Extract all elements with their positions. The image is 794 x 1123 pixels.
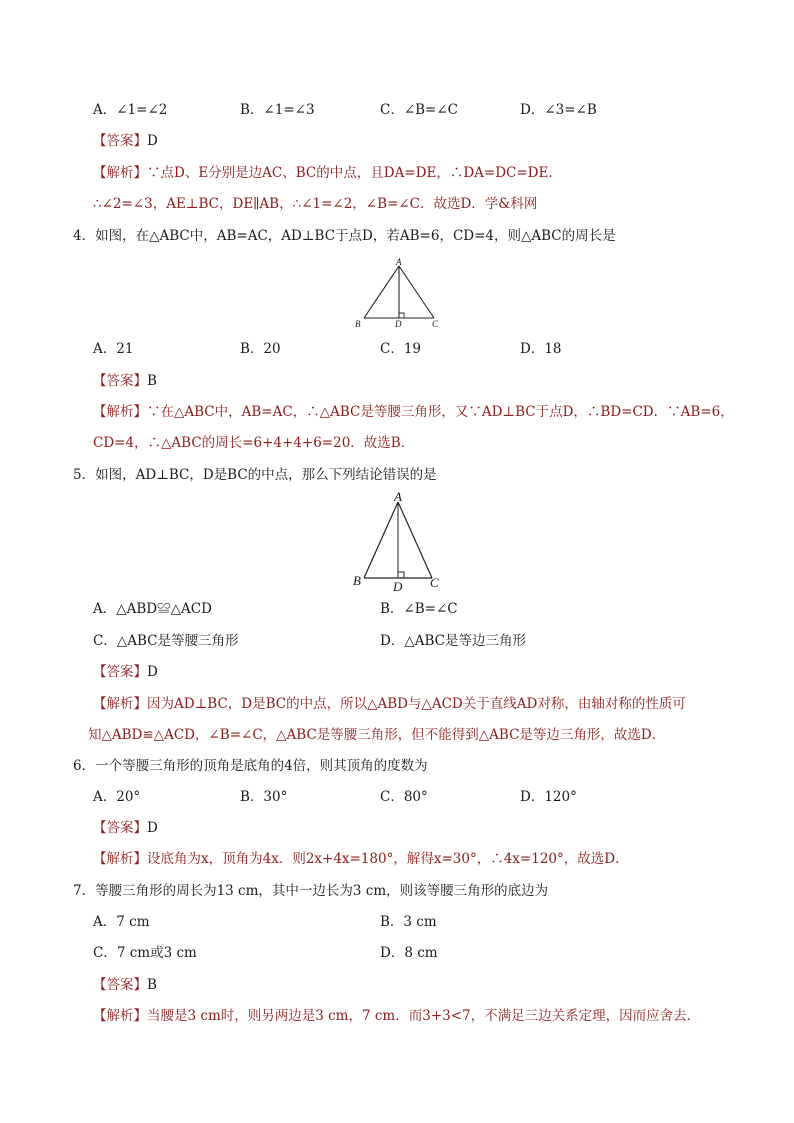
q3-answer [93, 132, 158, 150]
q3-analysis-line-1 [93, 164, 553, 182]
q4-label-d: D [395, 319, 402, 329]
q5-option-c: C．△ABC是等腰三角形 [93, 633, 239, 649]
q4-label-c: C [432, 319, 439, 329]
q6-option-a: A．20° [93, 789, 141, 805]
q4-label-b: B [355, 319, 361, 329]
q4-side-ab [364, 266, 399, 318]
q5-analysis-line-2: 知△ABD≌△ACD，∠B=∠C，△ABC是等腰三角形，但不能得到△ABC是等边三角形，故选D． [88, 727, 666, 743]
analysis-text: 设底角为x，顶角为4x．则2x+4x=180°，解得x=30°，∴4x=120°，故选D． [147, 851, 629, 867]
analysis-tag: 【解析】 [93, 1008, 147, 1024]
answer-tag: 【答案】 [93, 133, 147, 149]
q7-option-b: B．3 cm [380, 914, 437, 930]
q4-option-b: B．20 [240, 341, 281, 357]
analysis-tag: 【解析】 [93, 696, 147, 712]
q6-option-b: B．30° [240, 789, 288, 805]
q3-option-b: B．∠1=∠3 [240, 102, 315, 118]
q4-analysis-line-1 [93, 403, 734, 421]
q6-option-d: D．120° [520, 789, 577, 805]
q5-answer [93, 663, 158, 681]
q4-label-a: A [396, 257, 402, 267]
analysis-tag: 【解析】 [93, 404, 147, 420]
q3-option-a: A．∠1=∠2 [93, 102, 168, 118]
answer-value: D [147, 664, 158, 680]
q5-side-ac [398, 502, 432, 578]
answer-value: D [147, 133, 158, 149]
analysis-tag: 【解析】 [93, 851, 147, 867]
q7-option-a: A．7 cm [93, 914, 150, 930]
q6-option-c: C．80° [380, 789, 428, 805]
q3-option-d: D．∠3=∠B [520, 102, 597, 118]
q5-option-a: A．△ABD≌△ACD [93, 601, 212, 617]
q6-question: 6．一个等腰三角形的顶角是底角的4倍，则其顶角的度数为 [73, 758, 428, 774]
q4-triangle-figure [352, 256, 444, 330]
q5-side-ab [364, 502, 398, 578]
q4-option-c: C．19 [380, 341, 422, 357]
analysis-text: 当腰是3 cm时，则另两边是3 cm，7 cm．而3+3<7，不满足三边关系定理，因而应舍去． [147, 1008, 701, 1024]
q5-triangle-figure [350, 488, 446, 594]
q3-analysis-line-2: ∴∠2=∠3，AE⊥BC，DE∥AB，∴∠1=∠2，∠B=∠C．故选D．学&科网 [93, 196, 538, 212]
answer-value: B [147, 977, 157, 993]
q6-answer [93, 819, 158, 837]
q7-option-c: C．7 cm或3 cm [93, 945, 197, 961]
q5-option-b: B．∠B=∠C [380, 601, 458, 617]
analysis-tag: 【解析】 [93, 165, 147, 181]
answer-tag: 【答案】 [93, 820, 147, 836]
q5-right-angle-mark [398, 572, 404, 578]
q5-label-d: D [393, 579, 403, 594]
analysis-text: ∵在△ABC中，AB=AC，∴△ABC是等腰三角形，又∵AD⊥BC于点D，∴BD=CD．∵AB=6， [147, 404, 734, 420]
q5-option-d: D．△ABC是等边三角形 [380, 633, 526, 649]
q4-question: 4．如图，在△ABC中，AB=AC，AD⊥BC于点D，若AB=6，CD=4，则△ABC的周长是 [73, 228, 616, 244]
analysis-text: 因为AD⊥BC，D是BC的中点，所以△ABD与△ACD关于直线AD对称，由轴对称的性质可 [147, 696, 686, 712]
answer-tag: 【答案】 [93, 373, 147, 389]
q6-analysis-line-1 [93, 850, 629, 868]
q4-option-a: A．21 [93, 341, 134, 357]
q7-analysis-line-1 [93, 1007, 700, 1025]
q4-side-ac [399, 266, 434, 318]
analysis-text: ∵点D、E分别是边AC、BC的中点，且DA=DE，∴DA=DC=DE. [147, 165, 553, 181]
q5-label-b: B [353, 573, 361, 588]
answer-value: D [147, 820, 158, 836]
q4-analysis-line-2: CD=4，∴△ABC的周长=6+4+4+6=20．故选B． [93, 435, 415, 451]
q7-question: 7．等腰三角形的周长为13 cm，其中一边长为3 cm，则该等腰三角形的底边为 [73, 883, 549, 899]
q4-right-angle-mark [399, 313, 404, 318]
q4-option-d: D．18 [520, 341, 562, 357]
q3-option-c: C．∠B=∠C [380, 102, 459, 118]
q7-answer [93, 976, 157, 994]
answer-tag: 【答案】 [93, 977, 147, 993]
q7-option-d: D．8 cm [380, 945, 438, 961]
answer-value: B [147, 373, 157, 389]
q4-answer [93, 372, 157, 390]
q5-label-a: A [394, 489, 402, 504]
q5-analysis-line-1 [93, 695, 686, 713]
q5-label-c: C [430, 575, 439, 590]
answer-tag: 【答案】 [93, 664, 147, 680]
q5-question: 5．如图，AD⊥BC，D是BC的中点，那么下列结论错误的是 [73, 467, 437, 483]
